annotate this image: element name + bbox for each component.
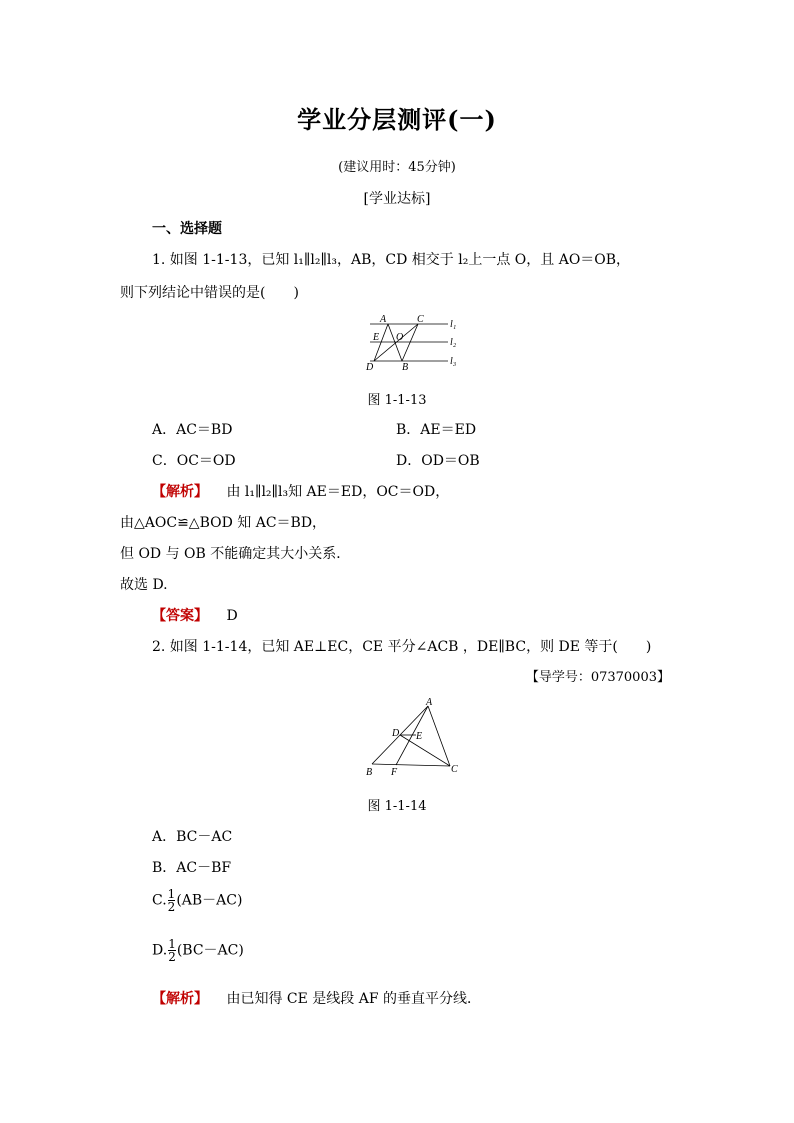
figure-1-1-14 <box>362 696 472 780</box>
fraction-half <box>168 888 176 913</box>
answer-tag: 【答案】 <box>152 608 208 624</box>
page-title: 学业分层测评(一) <box>297 105 497 134</box>
q1-analysis-line1: 由 l₁∥l₂∥l₃知 AE＝ED，OC＝OD， <box>226 484 450 500</box>
section-label: [学业达标] <box>363 191 431 207</box>
analysis-tag: 【解析】 <box>152 991 208 1007</box>
fraction-numerator: 1 <box>167 887 176 901</box>
label-e: E <box>373 332 380 343</box>
fraction-denominator: 2 <box>168 950 176 964</box>
analysis-tag: 【解析】 <box>152 484 208 500</box>
label-l3: l₃ <box>450 356 457 367</box>
q1-stem-line1: 1. 如图 1-1-13，已知 l₁∥l₂∥l₃，AB，CD 相交于 l₂上一点 O，且 AO＝OB， <box>152 252 631 268</box>
q1-stem-line2: 则下列结论中错误的是( ) <box>120 285 299 301</box>
figure-1-1-14-caption: 图 1-1-14 <box>367 799 427 814</box>
q2-analysis-line1: 由已知得 CE 是线段 AF 的垂直平分线． <box>226 991 482 1007</box>
q1-answer-value: D <box>226 608 238 624</box>
label-c: C <box>451 764 458 775</box>
fraction-half <box>168 938 176 963</box>
label-c: C <box>417 314 424 325</box>
fraction-numerator: 1 <box>168 937 176 951</box>
figure-1-1-13 <box>362 312 462 374</box>
q1-option-c: C．OC＝OD <box>152 453 236 469</box>
q2-option-d-expr: (BC－AC) <box>176 942 244 959</box>
segment-cb <box>402 324 418 361</box>
label-d: D <box>366 362 374 373</box>
time-note: (建议用时：45分钟) <box>338 160 456 175</box>
label-a: A <box>426 697 433 708</box>
label-l1: l₁ <box>450 319 457 330</box>
label-a: A <box>380 314 387 325</box>
segment-ac <box>428 706 450 766</box>
q2-stem: 2. 如图 1-1-14，已知 AE⊥EC，CE 平分∠ACB ，DE∥BC，则 DE 等于( ) <box>152 639 652 655</box>
label-f: F <box>391 767 398 778</box>
q2-option-a: A．BC－AC <box>152 829 233 845</box>
q1-analysis-line2: 由△AOC≌△BOD 知 AC＝BD， <box>120 515 327 531</box>
label-b: B <box>402 362 409 373</box>
segment-cd <box>400 735 450 766</box>
q2-option-c <box>152 888 242 913</box>
label-o: O <box>396 332 404 343</box>
figure-1-1-13-caption: 图 1-1-13 <box>367 393 427 408</box>
q1-analysis <box>152 481 449 501</box>
q1-analysis-line4: 故选 D. <box>120 577 168 593</box>
fraction-denominator: 2 <box>167 900 176 914</box>
segment-bc <box>372 764 450 766</box>
label-d: D <box>392 728 400 739</box>
q1-answer <box>152 605 238 625</box>
section-heading: 一、选择题 <box>152 221 222 237</box>
q1-option-b: B．AE＝ED <box>396 422 477 438</box>
q2-option-c-prefix: C. <box>152 892 167 909</box>
guide-number: 【导学号：07370003】 <box>525 670 670 685</box>
q2-option-c-expr: (AB－AC) <box>176 892 243 909</box>
q2-option-d-prefix: D. <box>152 942 168 959</box>
q1-option-a: A．AC＝BD <box>152 422 233 438</box>
q1-option-d: D．OD＝OB <box>396 453 480 469</box>
q2-analysis <box>152 988 481 1008</box>
q1-analysis-line3: 但 OD 与 OB 不能确定其大小关系． <box>120 546 351 562</box>
label-e: E <box>416 731 423 742</box>
q2-option-d <box>152 938 244 963</box>
label-b: B <box>366 767 373 778</box>
q2-option-b: B．AC－BF <box>152 860 232 876</box>
label-l2: l₂ <box>450 337 457 348</box>
